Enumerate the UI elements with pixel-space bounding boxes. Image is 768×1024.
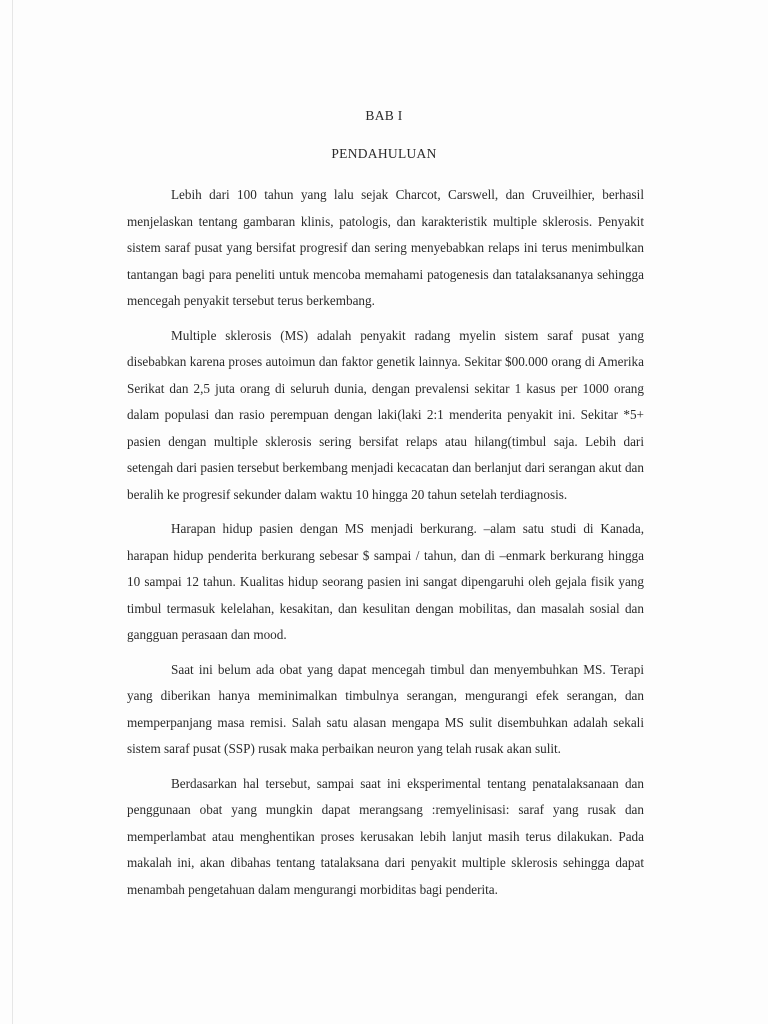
paragraph-4: Saat ini belum ada obat yang dapat mencegah timbul dan menyembuhkan MS. Terapi yang diberikan hanya meminimalkan timbulnya serangan, mengurangi efek serangan, dan memperpanjang masa remisi. Salah satu alasan mengapa MS sulit disembuhkan adalah sekali sistem saraf pusat (SSP) rusak maka perbaikan neuron yang telah rusak akan sulit. (127, 661, 644, 756)
chapter-heading: BAB I (365, 108, 403, 123)
document-body (127, 182, 644, 911)
paragraph-3: Harapan hidup pasien dengan MS menjadi berkurang. –alam satu studi di Kanada, harapan hidup penderita berkurang sebesar $ sampai / tahun, dan di –enmark berkurang hingga 10 sampai 12 tahun. Kualitas hidup seorang pasien ini sangat dipengaruhi oleh gejala fisik yang timbul termasuk kelelahan, kesakitan, dan kesulitan dengan mobilitas, dan masalah sosial dan gangguan perasaan dan mood. (127, 521, 644, 642)
paragraph-2: Multiple sklerosis (MS) adalah penyakit radang myelin sistem saraf pusat yang disebabkan karena proses autoimun dan faktor genetik lainnya. Sekitar $00.000 orang di Amerika Serikat dan 2,5 juta orang di seluruh dunia, dengan prevalensi sekitar 1 kasus per 1000 orang dalam populasi dan rasio perempuan dengan laki(laki 2:1 menderita penyakit ini. Sekitar *5+ pasien dengan multiple sklerosis sering bersifat relaps atau hilang(timbul saja. Lebih dari setengah dari pasien tersebut berkembang menjadi kecacatan dan berlanjut dari serangan akut dan beralih ke progresif sekunder dalam waktu 10 hingga 20 tahun setelah terdiagnosis. (127, 327, 644, 502)
paragraph-1: Lebih dari 100 tahun yang lalu sejak Charcot, Carswell, dan Cruveilhier, berhasil menjelaskan tentang gambaran klinis, patologis, dan karakteristik multiple sklerosis. Penyakit sistem saraf pusat yang bersifat progresif dan sering menyebabkan relaps ini terus menimbulkan tantangan bagi para peneliti untuk mencoba memahami patogenesis dan tatalaksananya sehingga mencegah penyakit tersebut terus berkembang. (127, 187, 644, 308)
chapter-title: PENDAHULUAN (331, 146, 437, 161)
paragraph-5: Berdasarkan hal tersebut, sampai saat ini eksperimental tentang penatalaksanaan dan penggunaan obat yang mungkin dapat merangsang :remyelinisasi: saraf yang rusak dan memperlambat atau menghentikan proses kerusakan lebih lanjut masih terus dilakukan. Pada makalah ini, akan dibahas tentang tatalaksana dari penyakit multiple sklerosis sehingga dapat menambah pengetahuan dalam mengurangi morbiditas bagi penderita. (127, 775, 644, 897)
